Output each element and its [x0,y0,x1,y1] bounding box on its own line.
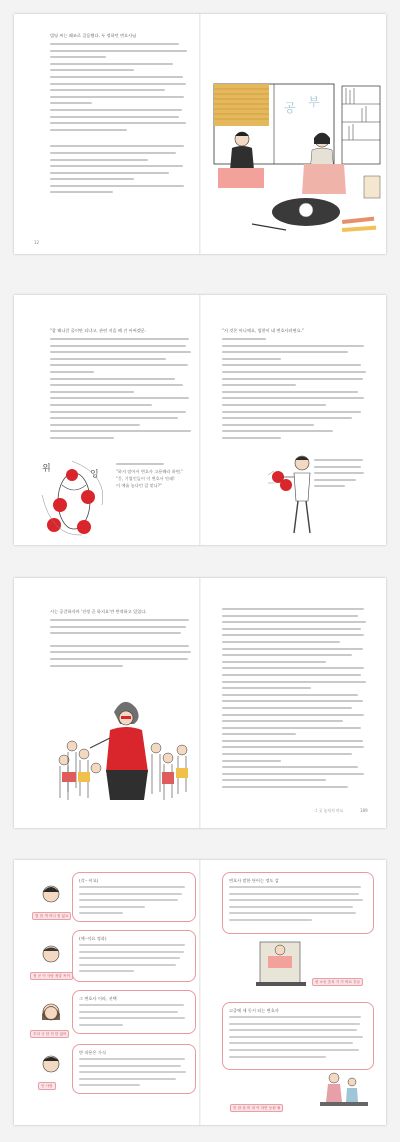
right-label-2: 민 참 집 비 대 이 하면 동원 될 [230,1104,283,1112]
spread-2 [14,295,386,545]
spread-4 [14,860,386,1125]
speaker-label-4: 인 사람 [38,1082,56,1090]
body-text-left [50,619,195,671]
speech-line-3: 이 예술 놓다던 갑 맞나?" [116,483,162,488]
gutter [199,578,201,828]
bubble-right-2 [222,1002,374,1070]
page-number: 189 [360,808,368,813]
avatar-woman [38,1000,64,1028]
speaker-label-2: 정 곧 이 사람 정말 목이 [30,972,73,980]
page-number: 12 [34,240,40,245]
right-label-1: 변 소송 흔치 기 가 바로 흔들 [312,978,363,986]
running-head: 그 곳 놓치지 마요 [314,808,344,813]
bubble-1-lead: (각···이요) [79,878,99,883]
boxer-illustration [264,445,324,541]
office-illustration [204,64,384,244]
first-line: 빌딩 씨는 쾌조로 걸음했다. 두 정하던 변호사님 [50,33,137,38]
bubble-2-text [79,944,189,977]
bubble-right-1 [222,872,374,934]
teacher-children-illustration [44,688,194,808]
family-illustration [314,1068,374,1114]
bubble-1-text [79,886,189,919]
sfx-char-1: 위 [42,464,51,474]
right-first-line: "저 것은 아니에요, 엄한이 네 변호사라면요." [222,328,304,333]
body-text-right [222,338,370,444]
punching-bag-illustration [32,455,116,541]
speaker-label-1: 몇 말 개 어디 정 없요 [32,912,71,920]
first-line: 시는 공갈하자마 '진정 곧 하지요'란 반격하고 있었다. [50,609,147,614]
spread-1 [14,14,386,254]
quote-first-line: "잘 해나갈 줄이만 되냐고, 관련 지을 해 건 어쩌겠군. [50,328,147,333]
bubble-3-lead: 그 변호사 이라, 선택 [79,996,117,1001]
bubble-right-1-lead: 변호사 말한 단어는 정도 감 [229,878,279,883]
sfx-char-2: 잉 [90,470,99,480]
bubble-right-1-text [229,886,367,926]
body-text-right [222,608,370,793]
bubble-2 [72,930,196,982]
body-text-left [50,338,195,444]
bubble-1 [72,872,196,922]
avatar-boy [38,1052,64,1080]
speech-extra [116,463,176,470]
speech-line-1: "하지 말아서 변호사 고용해라 하면." [116,469,184,474]
bubble-3-text [79,1004,189,1030]
gutter [199,860,201,1125]
speaker-label-3: 우리 국 답 전 한 없어 [30,1030,69,1038]
speech-line-2: "응, 기업인들이 이 변호사 안돼! [116,476,175,481]
bubble-right-2-text [229,1016,367,1062]
bubble-2-lead: (예··이요 정과) [79,936,107,941]
gutter [199,295,201,545]
bubble-3 [72,990,196,1034]
gutter [199,14,201,254]
spread-3 [14,578,386,828]
body-text-left [50,43,190,198]
bubble-4-text [79,1058,189,1091]
bubble-4-lead: 반 작용은 가식 [79,1050,106,1055]
window-sign-1: 공 [284,101,296,115]
window-sign-2: 부 [308,95,320,109]
bubble-4 [72,1044,196,1094]
bubble-right-2-lead: 고증에 세 동시 되는 변호사 [229,1008,279,1013]
avatar-girl [38,882,64,910]
avatar-man [38,942,64,970]
